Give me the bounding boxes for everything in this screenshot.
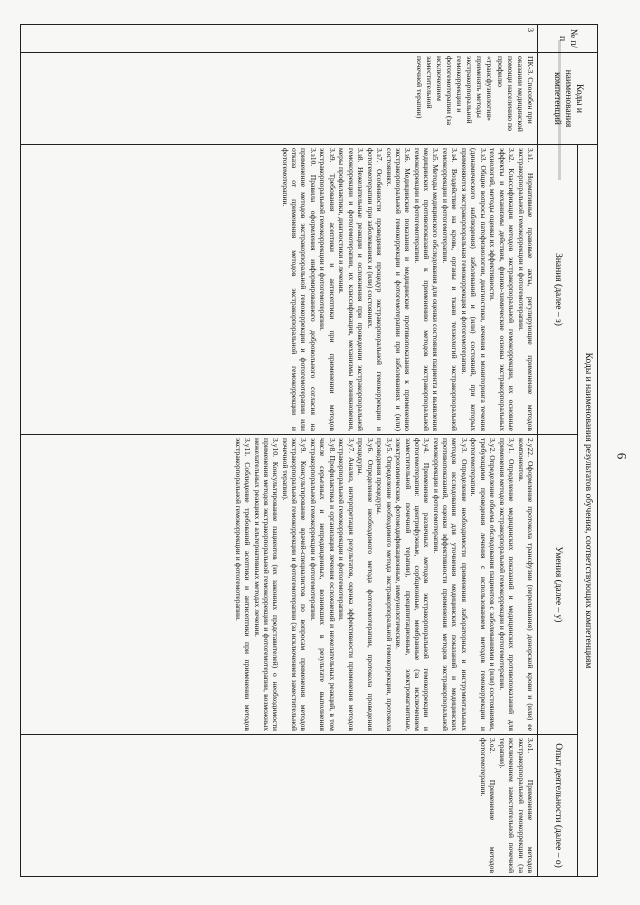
row-number: 3 bbox=[21, 25, 538, 53]
knowledge-item: 3.з7. Особенности проведения процедур экстракорпоральной гемокоррекции и фотогемотерапии при заболеваниях и (или) состояниях. bbox=[365, 148, 384, 431]
rotated-table-content bbox=[20, 24, 598, 876]
competency-cell: ПК-3. Способен при оказании медицинской помощи населению по профилю «трансфузиология» применять методы экстракорпоральной гемокоррекции и фотогемотерапии (за исключением заместительной почечной терапии) bbox=[21, 53, 538, 145]
knowledge-item: 3.з10. Правила оформления информированного добровольного согласия на применение методов экстракорпоральной гемокоррекции и фотогемотерапии или отказа от применения методов экстракорпоральной гемокоррекции и фотогемотерапии. bbox=[281, 148, 318, 431]
knowledge-item: 3.з4. Воздействие на кровь, органы и ткани технологий экстракорпоральной гемокоррекции и фотогемотерапии. bbox=[441, 148, 460, 431]
knowledge-cell bbox=[21, 145, 538, 435]
skill-item: 3.у6. Определение необходимого метода фотогемотерапии, протокола проведения процедуры. bbox=[356, 438, 375, 731]
header-competency: Коды и наименования компетенций bbox=[538, 53, 598, 145]
knowledge-item: 3.з3. Общие вопросы патофизиологии, диагностики, лечения и мониторинга течения (динамического наблюдения) заболеваний и (или) состояний, при которых применяются экстракорпоральная гемокоррекция и фотогемотерапия. bbox=[460, 148, 488, 431]
header-num: № п/п bbox=[538, 25, 598, 53]
experience-cell bbox=[21, 735, 538, 877]
skill-item: 3.у7. Анализ, интерпретация результатов, оценка эффективности применения методов экстракорпоральной гемокоррекции и фотогемотерапии. bbox=[337, 438, 356, 731]
skill-item: 2.у22. Оформление протокола трансфузии (переливания) донорской крови и (или) ее компонентов. bbox=[516, 438, 535, 731]
skill-item: 3.у4. Применение различных методов экстракорпоральной гемокоррекции и фотогемотерапии: центрифужные, сорбционные, мембранные (за исключением заместительной почечной терапии), преципитационные, электромагнитные, электрохимические, фотомодификационные, иммунологические. bbox=[394, 438, 432, 731]
skill-item: 3.у10. Консультирование пациентов (их законных представителей) о необходимости применения методов экстракорпоральной гемокоррекции и фотогемотерапии, возможных нежелательных реакциях и альтернативных методах лечения. bbox=[252, 438, 281, 731]
competency-table bbox=[20, 24, 598, 877]
knowledge-item: 3.з6. Медицинские показания и медицинские противопоказания к применению экстракорпоральной гемокоррекции и фотогемотерапии при заболеваниях и (или) состояниях. bbox=[384, 148, 413, 431]
skills-cell bbox=[21, 435, 538, 735]
skill-item: 3.у1. Определение медицинских показаний и медицинских противопоказаний для применения методов экстракорпоральной гемокоррекции и фотогемотерапии. bbox=[497, 438, 516, 731]
skill-item: 3.у2. Определение объема обследования пациентов с заболеваниями и (или) состояниями, требующими проведения лечения с использованием методов гемокоррекции и фотогемотерапии. bbox=[469, 438, 497, 731]
header-experience: Опыт деятельности (далее – о) bbox=[538, 735, 578, 877]
skill-item: 3.у11. Соблюдение требований асептики и антисептики при применении методов экстракорпоральной гемокоррекции и фотогемотерапии. bbox=[233, 438, 252, 731]
knowledge-item: 3.з2. Классификация методов экстракорпоральной гемокоррекции, их основные эффекты и механизмы действия, физико-химические основы экстракорпоральных технологий, методы оценки их эффективности. bbox=[488, 148, 516, 431]
skill-item: 3.у8. Профилактика и организация лечения осложнений и нежелательных реакций, в том числе серьезных и непредвиденных, возникших в результате выполнения экстракорпоральной гемокоррекции и фотогемотерапии. bbox=[309, 438, 337, 731]
knowledge-item: 3.з1. Нормативные правовые акты, регулирующие применение методов экстракорпоральной гемокоррекции и фотогемотерапии. bbox=[516, 148, 535, 431]
header-group-results: Коды и наименования результатов обучения, соответствующих компетенциям bbox=[578, 145, 598, 877]
header-skills: Умения (далее – у) bbox=[538, 435, 578, 735]
skill-item: 3.у3. Определение необходимости применения лабораторных и инструментальных методов исследования для уточнения медицинских показаний и медицинских противопоказаний, оценки эффективности применения методов экстракорпоральной гемокоррекции и фотогемотерапии. bbox=[432, 438, 469, 731]
knowledge-item: 3.з9. Требования асептики и антисептики при применении методов экстракорпоральной гемокоррекции и фотогемотерапии. bbox=[318, 148, 337, 431]
table-row bbox=[21, 25, 538, 877]
experience-item: 3.о2. Применение методов фотогемотерапии. bbox=[479, 738, 498, 874]
knowledge-item: 3.з8. Нежелательные реакции и осложнения при проведении экстракорпоральной гемокоррекции и фотогемотерапии, их классификация, механизмы возникновения, меры профилактики, диагностики и лечения. bbox=[337, 148, 365, 431]
header-knowledge: Знания (далее – з) bbox=[538, 145, 578, 435]
experience-item: 3.о1. Применение методов экстракорпоральной гемокоррекции (за исключением заместительной почечной терапии). bbox=[498, 738, 535, 874]
skill-item: 3.у9. Консультирование врачей-специалистов по вопросам применения методов экстракорпоральной гемокоррекции и фотогемотерапии (за исключением заместительной почечной терапии). bbox=[281, 438, 309, 731]
page-number: 6 bbox=[614, 452, 630, 460]
skill-item: 3.у5. Определение необходимого метода экстракорпоральной гемокоррекции, протокола проведения процедуры. bbox=[375, 438, 394, 731]
knowledge-item: 3.з5. Методы медицинского обследования для оценки состояния пациента и выявления медицинских противопоказаний к применению методов экстракорпоральной гемокоррекции и фотогемотерапии. bbox=[413, 148, 441, 431]
rotated-table-frame bbox=[20, 24, 598, 876]
